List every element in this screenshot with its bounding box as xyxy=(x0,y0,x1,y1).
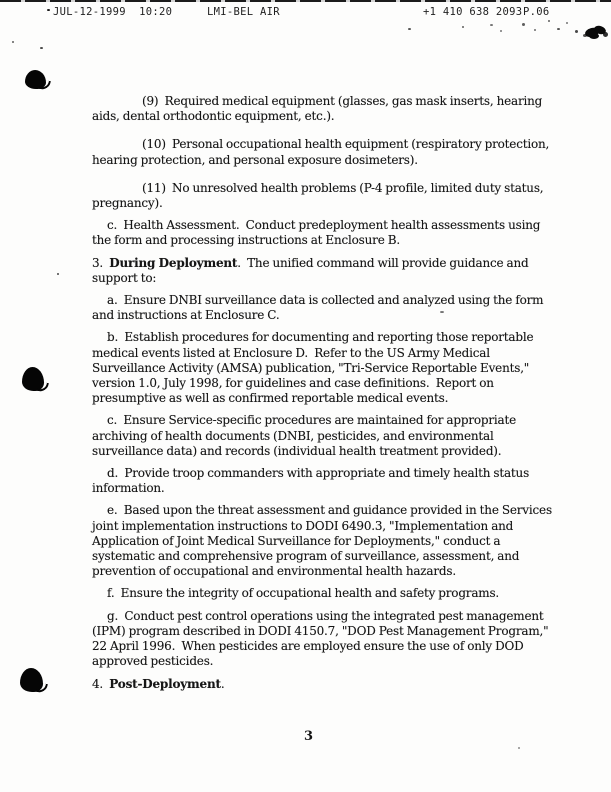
section-heading-bold: During Deployment xyxy=(109,255,238,270)
paragraph-text: (10) Personal occupational health equipment (respiratory protection, hearing protection, and personal exposure dosimeters). xyxy=(92,137,553,167)
section-4-post-deployment xyxy=(92,677,552,692)
hole-punch-mark xyxy=(22,367,44,391)
fax-station-id: LMI-BEL AIR xyxy=(207,6,280,18)
paragraph-text: a. Ensure DNBI surveillance data is collected and analyzed using the form and instructions at Enclosure C. xyxy=(92,293,547,323)
fax-phone-number: +1 410 638 2093 xyxy=(423,6,523,18)
scan-noise-dot xyxy=(548,20,550,22)
scan-edge-line xyxy=(0,0,611,2)
paragraph-d-troop-commanders xyxy=(92,466,552,496)
page-number: 3 xyxy=(303,729,314,744)
scan-noise-dot xyxy=(57,273,59,275)
paragraph-10 xyxy=(92,137,552,167)
section-3-during-deployment xyxy=(92,256,552,286)
paragraph-f-integrity xyxy=(92,586,552,601)
paragraph-text: g. Conduct pest control operations using the integrated pest management (IPM) program described in DODI 4150.7, "DOD Pest Management Program," 22 April 1996. When pesticides are employed ensure the use of only DOD approved pesticides. xyxy=(92,608,552,669)
paragraph-text: 3. xyxy=(92,255,110,270)
paragraph-a-dnbi-surveillance xyxy=(92,293,552,323)
paragraph-text: d. Provide troop commanders with appropriate and timely health status information. xyxy=(92,466,533,496)
paragraph-text: (11) No unresolved health problems (P-4 profile, limited duty status, pregnancy). xyxy=(92,180,547,211)
paragraph-b-reportable-events xyxy=(92,330,552,406)
fax-date-time: JUL-12-1999 10:20 xyxy=(53,6,173,18)
paragraph-text: 4. xyxy=(92,676,110,691)
scan-noise-dot xyxy=(12,41,14,43)
hole-punch-mark xyxy=(25,70,46,89)
document-body xyxy=(92,94,556,699)
fax-transmission-header xyxy=(0,6,611,20)
paragraph-text: e. Based upon the threat assessment and guidance provided in the Services joint implementation instructions to DODI 6490.3, "Implementation and Application of Joint Medical Surveillance for Deployments," conduct a systematic and comprehensive program of surveillance, assessment, and prevention of occupational and environmental health hazards. xyxy=(92,503,556,579)
scan-noise-dot xyxy=(47,9,50,11)
paragraph-c-archiving xyxy=(92,413,552,459)
paragraph-c-health-assessment xyxy=(92,218,552,248)
scan-noise-dot xyxy=(408,28,411,30)
paragraph-text: (9) Required medical equipment (glasses, gas mask inserts, hearing aids, dental orthodontic equipment, etc.). xyxy=(92,94,546,124)
paragraph-text: c. Health Assessment. Conduct predeployment health assessments using the form and processing instructions at Enclosure B. xyxy=(92,218,544,248)
scan-noise-dot xyxy=(500,30,502,32)
paragraph-text: c. Ensure Service-specific procedures are maintained for appropriate archiving of health documents (DNBI, pesticides, and environmental surveillance data) and records (individual health treatment provided). xyxy=(92,413,520,458)
paragraph-g-pest-control xyxy=(92,609,552,670)
paragraph-text: . The unified command will provide guidance and support to: xyxy=(92,255,532,285)
paragraph-9 xyxy=(92,94,552,124)
ink-smudge xyxy=(583,25,609,40)
scan-noise-dot xyxy=(575,30,578,33)
paragraph-11 xyxy=(92,181,552,211)
fax-page-code: P.06 xyxy=(523,6,550,18)
scan-noise-dot xyxy=(522,23,525,26)
paragraph-e-threat-assessment xyxy=(92,503,556,579)
scan-noise-dot xyxy=(462,26,464,28)
paragraph-text: . xyxy=(220,676,225,691)
scan-noise-dot xyxy=(557,28,560,30)
hole-punch-mark xyxy=(20,668,43,692)
scan-noise-dot xyxy=(40,47,43,49)
section-heading-bold: Post-Deployment xyxy=(109,676,221,691)
scan-noise-dot xyxy=(490,24,493,26)
scan-noise-dot xyxy=(566,22,568,24)
scan-noise-dot xyxy=(518,747,520,749)
paragraph-text: f. Ensure the integrity of occupational health and safety programs. xyxy=(107,586,500,601)
scan-noise-dot xyxy=(534,29,536,31)
paragraph-text: b. Establish procedures for documenting and reporting those reportable medical events listed at Enclosure D. Refer to the US Army Medical Surveillance Activity (AMSA) publication, "Tri-Service Reportable Events," version 1.0, July 1998, for guidelines and case definitions. Report on presumptive as well as confirmed reportable medical events. xyxy=(92,330,537,406)
